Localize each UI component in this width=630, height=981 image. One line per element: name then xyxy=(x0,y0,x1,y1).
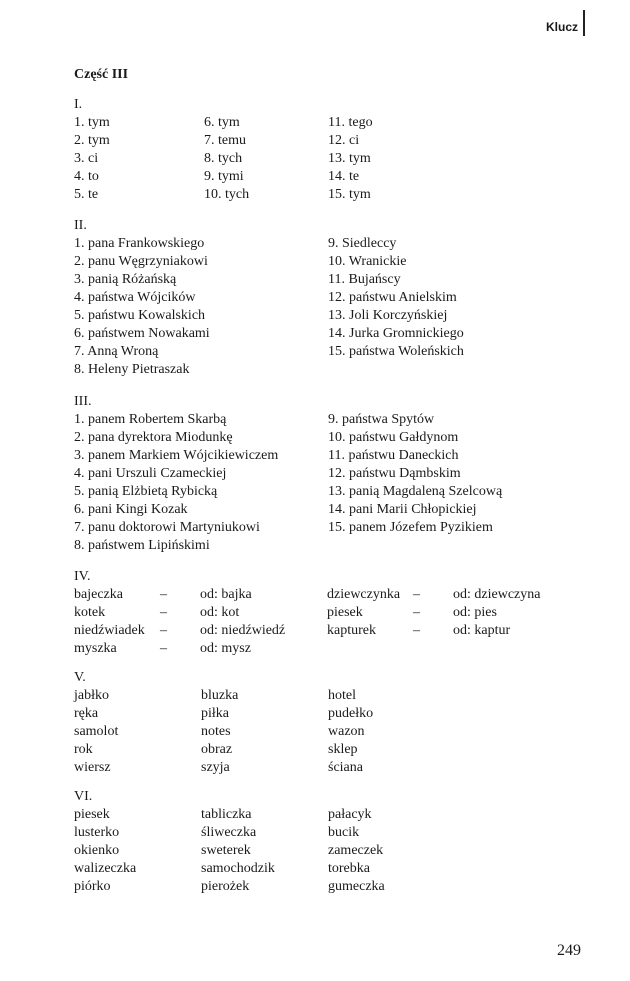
answer-item: pałacyk xyxy=(328,807,372,822)
running-header: Klucz xyxy=(545,20,578,34)
exercise-label: VI. xyxy=(74,789,93,804)
base-word: od: pies xyxy=(453,605,497,620)
answer-item: obraz xyxy=(201,742,233,757)
answer-item: 1. panem Robertem Skarbą xyxy=(74,412,227,427)
answer-item: 5. państwu Kowalskich xyxy=(74,308,206,323)
dash: – xyxy=(413,623,420,638)
answer-item: gumeczka xyxy=(328,879,385,894)
answer-item: 6. tym xyxy=(204,115,240,130)
answer-column-3 xyxy=(328,687,373,777)
base-word: od: mysz xyxy=(200,641,251,656)
base-word: od: dziewczyna xyxy=(453,587,541,602)
answer-item: 11. państwu Daneckich xyxy=(328,448,459,463)
exercise-label: II. xyxy=(74,218,87,233)
answer-column-1 xyxy=(74,411,328,555)
answer-column-1 xyxy=(74,114,204,204)
header-divider xyxy=(583,10,585,36)
answer-column-1 xyxy=(74,687,201,777)
answer-item: 11. Bujańscy xyxy=(328,272,401,287)
answer-column-1 xyxy=(74,235,328,379)
answer-item: 7. Anną Wroną xyxy=(74,344,159,359)
exercise-4 xyxy=(74,568,574,658)
answer-item: pierożek xyxy=(201,879,250,894)
diminutive-word: myszka xyxy=(74,641,117,656)
answer-item: 11. tego xyxy=(328,115,373,130)
exercise-5 xyxy=(74,669,574,777)
answer-item: 8. Heleny Pietraszak xyxy=(74,362,190,377)
answer-item: 12. państwu Dąmbskim xyxy=(328,466,461,481)
answer-column-1 xyxy=(74,806,201,896)
base-word: od: kaptur xyxy=(453,623,511,638)
base-word: od: kot xyxy=(200,605,240,620)
base-word: od: bajka xyxy=(200,587,252,602)
answer-column-3 xyxy=(328,114,373,204)
dash: – xyxy=(160,641,167,656)
dash xyxy=(413,640,453,658)
answer-item: 2. pana dyrektora Miodunkę xyxy=(74,430,233,445)
dash: – xyxy=(413,605,420,620)
answer-item: 8. tych xyxy=(204,151,243,166)
answer-item: 10. państwu Gałdynom xyxy=(328,430,459,445)
answer-item: 4. państwa Wójcików xyxy=(74,290,196,305)
exercise-2 xyxy=(74,217,574,379)
answer-item: 9. tymi xyxy=(204,169,244,184)
answer-item: ściana xyxy=(328,760,363,775)
section-title: Część III xyxy=(74,67,129,82)
dash: – xyxy=(160,605,167,620)
answer-item: 3. panem Markiem Wójcikiewiczem xyxy=(74,448,279,463)
answer-item: 12. ci xyxy=(328,133,360,148)
diminutive-word: kapturek xyxy=(327,623,376,638)
answer-item: samolot xyxy=(74,724,119,739)
answer-item: 2. panu Węgrzyniakowi xyxy=(74,254,208,269)
answer-item: 15. panem Józefem Pyzikiem xyxy=(328,520,493,535)
answer-item: notes xyxy=(201,724,231,739)
diminutive-word xyxy=(327,640,413,658)
answer-item: 6. pani Kingi Kozak xyxy=(74,502,188,517)
answer-item: piłka xyxy=(201,706,229,721)
answer-item: 4. to xyxy=(74,169,99,184)
exercise-6 xyxy=(74,788,574,896)
answer-item: bucik xyxy=(328,825,360,840)
exercise-label: I. xyxy=(74,97,83,112)
page-number: 249 xyxy=(557,942,581,959)
exercise-label: V. xyxy=(74,670,86,685)
answer-column-2 xyxy=(201,687,328,777)
answer-item: 10. tych xyxy=(204,187,250,202)
answer-item: tabliczka xyxy=(201,807,252,822)
answer-item: piórko xyxy=(74,879,111,894)
diminutive-word: piesek xyxy=(327,605,363,620)
answer-item: 15. tym xyxy=(328,187,371,202)
answer-item: 7. panu doktorowi Martyniukowi xyxy=(74,520,260,535)
answer-item: 8. państwem Lipińskimi xyxy=(74,538,210,553)
answer-item: 13. Joli Korczyńskiej xyxy=(328,308,448,323)
diminutive-word: bajeczka xyxy=(74,587,123,602)
derivation-row xyxy=(74,622,574,640)
answer-item: 14. te xyxy=(328,169,360,184)
answer-item: 6. państwem Nowakami xyxy=(74,326,210,341)
answer-item: 12. państwu Anielskim xyxy=(328,290,457,305)
answer-item: torebka xyxy=(328,861,370,876)
answer-item: 15. państwa Woleńskich xyxy=(328,344,464,359)
answer-column-2 xyxy=(204,114,328,204)
answer-item: 13. tym xyxy=(328,151,371,166)
answer-item: zameczek xyxy=(328,843,384,858)
diminutive-word: dziewczynka xyxy=(327,587,401,602)
answer-item: piesek xyxy=(74,807,110,822)
answer-item: 9. państwa Spytów xyxy=(328,412,435,427)
answer-column-2 xyxy=(328,411,502,555)
answer-item: 7. temu xyxy=(204,133,246,148)
answer-item: śliweczka xyxy=(201,825,257,840)
answer-item: samochodzik xyxy=(201,861,275,876)
dash: – xyxy=(413,587,420,602)
answer-item: okienko xyxy=(74,843,120,858)
exercise-3 xyxy=(74,393,574,555)
answer-item: 14. pani Marii Chłopickiej xyxy=(328,502,477,517)
answer-item: 1. pana Frankowskiego xyxy=(74,236,205,251)
answer-item: jabłko xyxy=(74,688,109,703)
base-word: od: niedźwiedź xyxy=(200,623,286,638)
answer-item: 3. panią Różańską xyxy=(74,272,177,287)
diminutive-word: kotek xyxy=(74,605,106,620)
answer-item: 14. Jurka Gromnickiego xyxy=(328,326,464,341)
diminutive-word: niedźwiadek xyxy=(74,623,145,638)
exercise-label: III. xyxy=(74,394,92,409)
answer-item: lusterko xyxy=(74,825,120,840)
dash: – xyxy=(160,623,167,638)
derivation-row xyxy=(74,604,574,622)
answer-item: hotel xyxy=(328,688,356,703)
dash: – xyxy=(160,587,167,602)
answer-item: 4. pani Urszuli Czameckiej xyxy=(74,466,227,481)
answer-column-2 xyxy=(328,235,464,379)
answer-item: 5. te xyxy=(74,187,99,202)
answer-item: sklep xyxy=(328,742,358,757)
answer-item: szyja xyxy=(201,760,230,775)
answer-item: 5. panią Elżbietą Rybicką xyxy=(74,484,218,499)
answer-item: 2. tym xyxy=(74,133,110,148)
derivation-row xyxy=(74,586,574,604)
answer-item: ręka xyxy=(74,706,99,721)
answer-item: 1. tym xyxy=(74,115,110,130)
answer-column-3 xyxy=(328,806,385,896)
answer-item: 3. ci xyxy=(74,151,99,166)
answer-item: 13. panią Magdaleną Szelcową xyxy=(328,484,503,499)
answer-item: 9. Siedleccy xyxy=(328,236,397,251)
answer-column-2 xyxy=(201,806,328,896)
answer-item: 10. Wranickie xyxy=(328,254,407,269)
exercise-label: IV. xyxy=(74,569,91,584)
derivation-row xyxy=(74,640,574,658)
answer-item: wiersz xyxy=(74,760,111,775)
answer-item: walizeczka xyxy=(74,861,137,876)
answer-item: pudełko xyxy=(328,706,374,721)
answer-item: rok xyxy=(74,742,93,757)
answer-item: bluzka xyxy=(201,688,239,703)
exercise-1 xyxy=(74,96,574,204)
answer-item: sweterek xyxy=(201,843,251,858)
answer-item: wazon xyxy=(328,724,365,739)
